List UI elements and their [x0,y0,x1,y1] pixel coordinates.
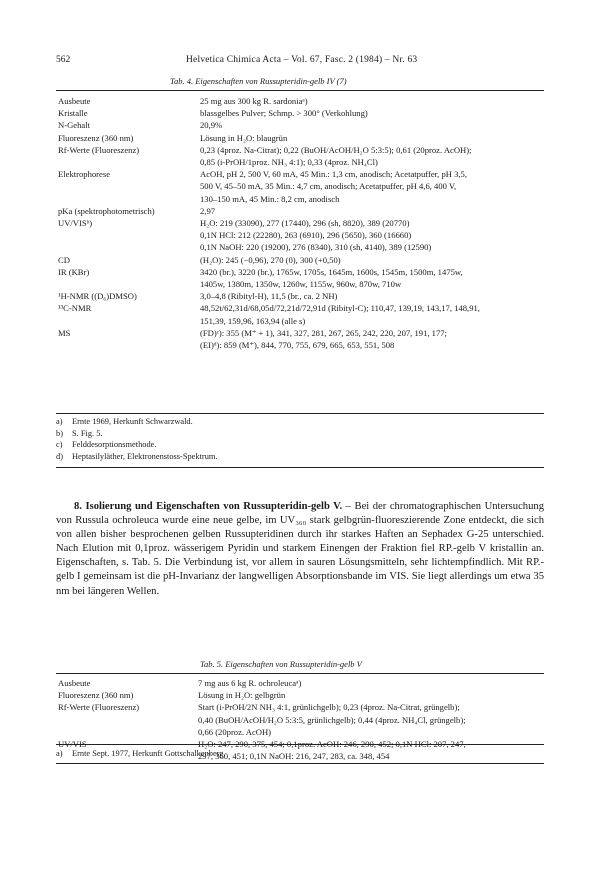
footnote [56,416,218,428]
row-label: Rf-Werte (Fluoreszenz) [58,144,140,155]
table-row [58,266,544,290]
value-line: 25 mg aus 300 kg R. sardoniaᵃ) [200,96,308,106]
value-line: 297, 360, 451; 0,1N NaOH: 216, 247, 283, ca. 348, 454 [198,751,390,762]
footnote [56,439,218,451]
footnote-key: b) [56,428,63,438]
table-row [58,217,544,254]
footnote-text: Ernte 1969, Herkunft Schwarzwald. [72,417,193,426]
footnote [56,748,226,760]
row-value [200,95,544,107]
row-value [200,266,544,290]
row-value [200,290,544,302]
value-line: H₂O: 219 (33090), 277 (17440), 296 (sh, 8820), 389 (20770) [200,218,410,229]
value-line: 2,97 [200,205,216,216]
value-line: 1405w, 1380m, 1350w, 1260w, 1155w, 960w, 870w, 710w [200,279,402,290]
footnote-key: c) [56,440,63,449]
footnote-text: Ernte Sept. 1977, Herkunft Gottschalkenberg. [72,749,226,758]
table-row [58,144,544,168]
table-row [58,119,544,131]
row-label: Ausbeute [58,678,91,688]
row-label: Elektrophorese [58,169,111,180]
value-line: Start (i-PrOH/2N NH₃ 4:1, grünlichgelb); 0,23 (4proz. Na-Citrat, grüngelb); [198,702,460,713]
value-line: 3420 (br.), 3220 (br.), 1765w, 1705s, 1645m, 1600s, 1545m, 1500m, 1475w, [200,266,463,277]
row-value [200,205,544,217]
section-heading: 8. Isolierung und Eigenschaften von Russupteridin-gelb V. [74,501,343,512]
row-value [198,738,544,762]
row-value [198,689,544,701]
footnote [56,451,218,463]
row-value [200,107,544,119]
value-line: (H₂O): 245 (−0,96), 270 (0), 300 (+0,50) [200,254,341,265]
table4-caption: Tab. 4. Eigenschaften von Russupteridin-gelb IV (7) [170,76,347,86]
row-value [200,302,544,326]
row-label: UV/VIS [58,739,87,750]
value-line: blassgelbes Pulver; Schmp. > 300° (Verkohlung) [200,108,368,119]
value-line: (EI)ᵈ): 859 (M⁺), 844, 770, 755, 679, 665, 653, 551, 508 [200,340,395,351]
row-value [200,132,544,144]
table5-footnotes [56,748,226,760]
value-line: Lösung in H₂O: blaugrün [200,132,288,143]
row-label: ¹³C-NMR [58,303,92,314]
table-row [58,132,544,144]
value-line: H₂O: 247, 290, 375, 454; 0,1proz. AcOH: 246, 290, 452; 0,1N HCl: 207, 247, [198,739,466,750]
footnote-text: Felddesorptionsmethode. [72,440,157,449]
row-value [200,217,544,254]
value-line: (FD)ᶜ): 355 (M⁺ + 1), 341, 327, 281, 267, 265, 242, 220, 207, 191, 177; [200,327,447,338]
row-label: Fluoreszenz (360 nm) [58,132,134,143]
table5-bottom-rule [56,744,544,745]
row-label: MS [58,327,71,338]
table5-top-rule [56,673,544,674]
value-line: 0,85 (i-PrOH/1proz. NH₃ 4:1); 0,33 (4proz. NH₄Cl) [200,157,378,168]
value-line: 0,66 (20proz. AcOH) [198,726,272,737]
row-label: UV/VISᵇ) [58,218,93,229]
value-line: 151,39, 159,96, 163,94 (alle s) [200,315,306,326]
table4-bottom-rule [56,413,544,414]
value-line: 0,1N NaOH: 220 (19200), 276 (8340), 310 (sh, 4140), 389 (12590) [200,242,432,253]
value-line: 500 V, 45–50 mA, 35 Min.: 4,7 cm, anodisch; Acetatpuffer, pH 4,6, 400 V, [200,181,457,192]
journal-title: Helvetica Chimica Acta – Vol. 67, Fasc. 2 (1984) – Nr. 63 [186,55,418,65]
table4-end-rule [56,467,544,468]
value-line: Lösung in H₂O: gelbgrün [198,690,286,701]
value-line: 0,40 (BuOH/AcOH/H₂O 5:3:5, grünlichgelb); 0,44 (4proz. NH₄Cl, grüngelb); [198,714,466,725]
footnote [56,428,218,440]
table-row [58,689,544,701]
table-row [58,254,544,266]
row-label: Ausbeute [58,96,91,106]
value-line: 20,9% [200,120,223,131]
section-body: – Bei der chromatographischen Untersuchung von Russula ochroleuca wurde eine neue gelbe, im UV₃₆₀ stark gelbgrün-fluoreszierende Zone entdeckt, die sich von allen bisher besprochenen gelben Russupteridinen durch ihr starkes Haften an Sephadex G-25 unterschied. Nach Elution mit 0,1proz. wässerigem Pyridin und starkem Einengen der Fraktion fiel RP.-gelb V kristallin an. Eigenschaften, s. Tab. 5. Die Verbindung ist, vor allem in sauren Lösungsmitteln, sehr lichtempfindlich. Mit RP.-gelb I gemeinsam ist die pH-Invarianz der langwelligen Absorptionsbande im VIS. Sie liegt allerdings um etwa 35 nm bei längeren Wellen. [56,501,544,597]
row-label: pKa (spektrophotometrisch) [58,205,155,216]
footnote-key: d) [56,451,63,461]
table-row [58,302,544,326]
value-line: 0,23 (4proz. Na-Citrat); 0,22 (BuOH/AcOH/H₂O 5:3:5); 0,61 (20proz. AcOH); [200,144,472,155]
value-line: 0,1N HCl: 212 (22280), 263 (6910), 296 (5650), 360 (16660) [200,230,412,241]
value-line: 7 mg aus 6 kg R. ochroleucaᵃ) [198,678,302,688]
row-value [200,168,544,205]
section-8 [56,500,544,599]
table5-end-rule [56,763,544,764]
row-value [198,701,544,738]
row-label: ¹H-NMR ((D₆)DMSO) [58,291,137,302]
row-label: IR (KBr) [58,266,90,277]
table-row [58,107,544,119]
value-line: 48,52t/62,31d/68,05d/72,21d/72,91d (Ribityl-C); 110,47, 139,19, 143,17, 148,91, [200,303,480,314]
value-line: 3,0–4,8 (Ribityl-H), 11,5 (br., ca. 2 NH) [200,291,338,302]
table-row [58,205,544,217]
table-row [58,95,544,107]
table5-caption: Tab. 5. Eigenschaften von Russupteridin-gelb V [200,659,362,669]
table4-footnotes [56,416,218,462]
table-row [58,290,544,302]
table4-body [58,95,544,351]
row-label: CD [58,254,70,265]
row-label: N-Gehalt [58,120,90,131]
row-value [198,677,544,689]
footnote-key: a) [56,749,63,758]
table-row [58,168,544,205]
row-label: Rf-Werte (Fluoreszenz) [58,702,140,713]
footnote-text: Heptasilyläther, Elektronenstoss-Spektrum. [72,451,218,461]
table-row [58,327,544,351]
table4-top-rule [56,90,544,91]
footnote-key: a) [56,417,63,426]
row-label: Kristalle [58,108,88,119]
table-row [58,701,544,738]
row-value [200,254,544,266]
value-line: 130–150 mA, 45 Min.: 8,2 cm, anodisch [200,193,340,204]
row-label: Fluoreszenz (360 nm) [58,690,134,701]
page-number: 562 [56,55,71,65]
row-value [200,119,544,131]
table-row [58,677,544,689]
row-value [200,144,544,168]
value-line: AcOH, pH 2, 500 V, 60 mA, 45 Min.: 1,3 cm, anodisch; Acetatpuffer, pH 3,5, [200,169,467,180]
row-value [200,327,544,351]
footnote-text: S. Fig. 5. [72,428,103,438]
